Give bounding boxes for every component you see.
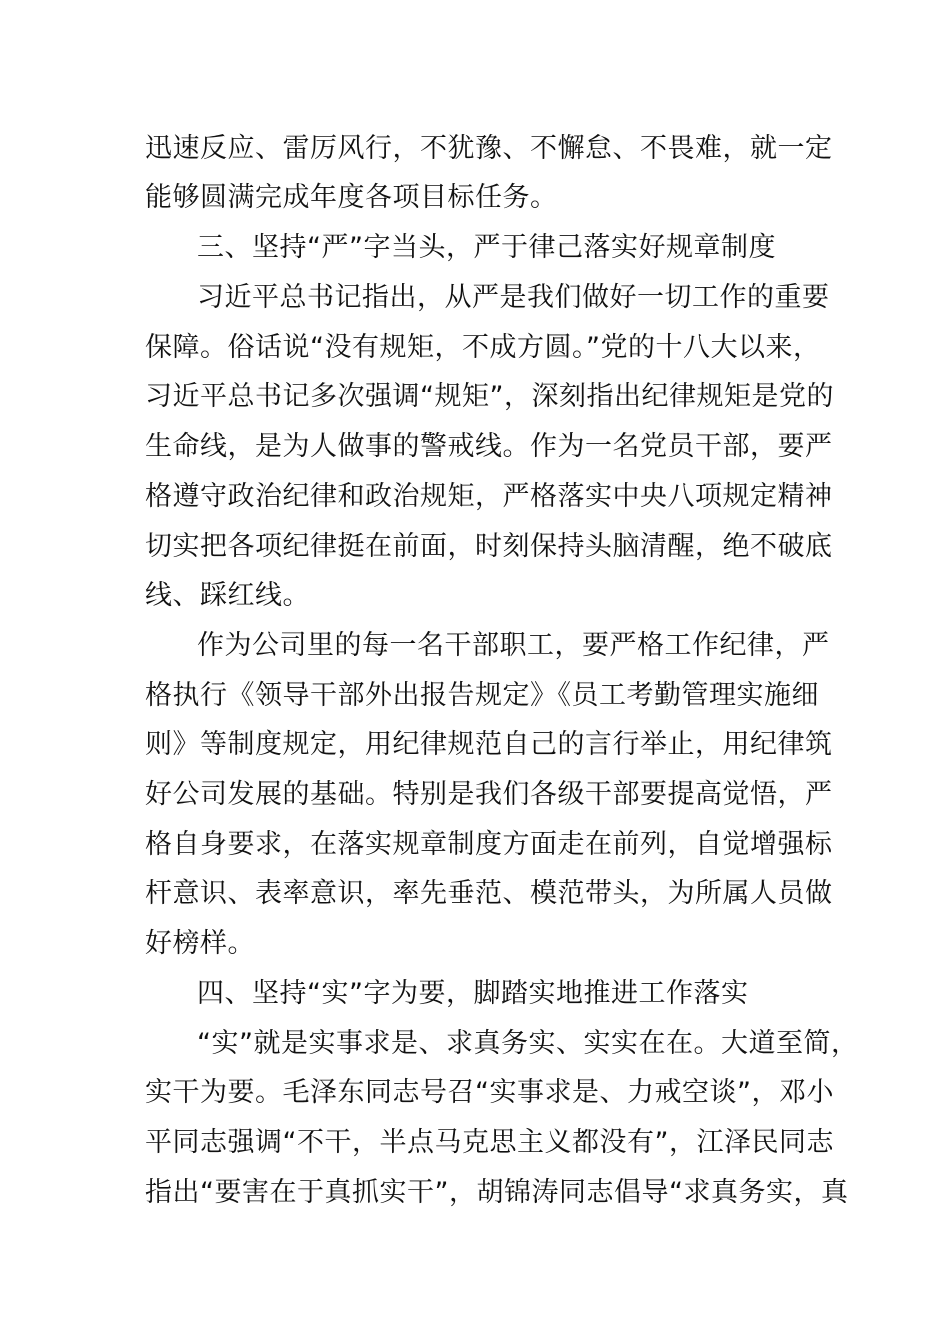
text-line: 习近平总书记指出，从严是我们做好一切工作的重要 — [197, 282, 830, 313]
text-line: 指出“要害在于真抓实干”，胡锦涛同志倡导“求真务实，真 — [145, 1177, 849, 1208]
text-line: 格遵守政治纪律和政治规矩，严格落实中央八项规定精神 — [145, 481, 833, 512]
text-line: 作为公司里的每一名干部职工，要严格工作纪律，严 — [197, 630, 830, 661]
text-line: 能够圆满完成年度各项目标任务。 — [145, 182, 558, 213]
text-line: 实干为要。毛泽东同志号召“实事求是、力戒空谈”，邓小 — [145, 1077, 834, 1108]
text-line: “实”就是实事求是、求真务实、实实在在。大道至简， — [197, 1028, 859, 1059]
text-line: 生命线，是为人做事的警戒线。作为一名党员干部，要严 — [145, 431, 833, 462]
text-line: 平同志强调“不干，半点马克思主义都没有”，江泽民同志 — [145, 1127, 834, 1158]
text-line: 习近平总书记多次强调“规矩”，深刻指出纪律规矩是党的 — [145, 381, 834, 412]
text-line: 则》等制度规定，用纪律规范自己的言行举止，用纪律筑 — [145, 729, 833, 760]
section-heading: 四、坚持“实”字为要，脚踏实地推进工作落实 — [197, 978, 749, 1009]
text-line: 格执行《领导干部外出报告规定》《员工考勤管理实施细 — [145, 680, 819, 711]
text-line: 格自身要求，在落实规章制度方面走在前列，自觉增强标 — [145, 829, 833, 860]
text-line: 好公司发展的基础。特别是我们各级干部要提高觉悟，严 — [145, 779, 833, 810]
section-heading: 三、坚持“严”字当头，严于律己落实好规章制度 — [197, 232, 776, 263]
text-line: 好榜样。 — [145, 928, 255, 959]
text-line: 保障。俗话说“没有规矩，不成方圆。”党的十八大以来， — [145, 332, 821, 363]
text-line: 杆意识、表率意识，率先垂范、模范带头，为所属人员做 — [145, 878, 833, 909]
text-line: 线、踩红线。 — [145, 580, 310, 611]
text-line: 切实把各项纪律挺在前面，时刻保持头脑清醒，绝不破底 — [145, 531, 833, 562]
text-line: 迅速反应、雷厉风行，不犹豫、不懈怠、不畏难，就一定 — [145, 133, 833, 164]
